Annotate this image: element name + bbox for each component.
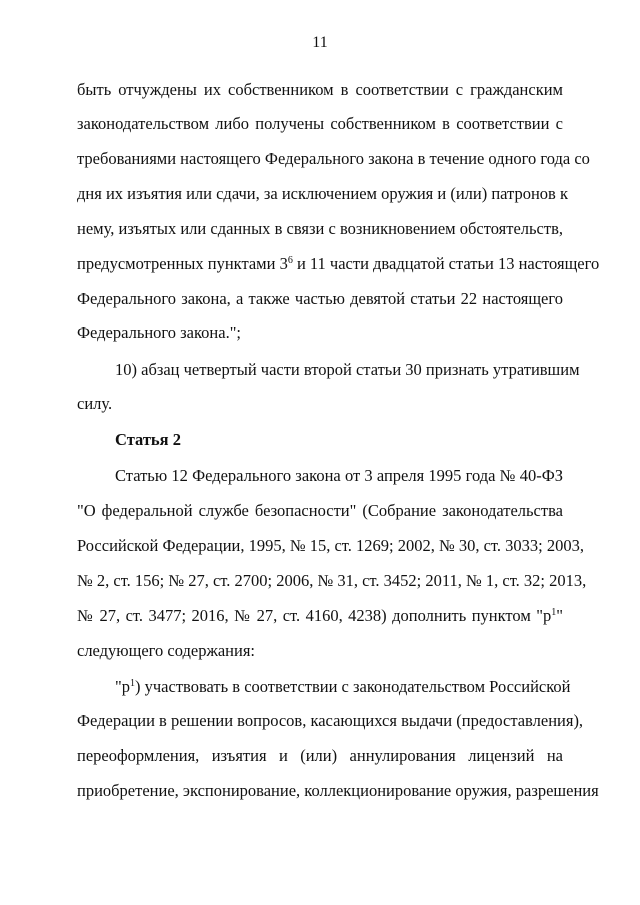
text-line-8: Федерального закона."; — [77, 323, 242, 342]
text-line-2: законодательством либо получены собственником в соответствии с — [77, 114, 563, 133]
text-line-15 — [77, 606, 563, 626]
text-line-17-part-b: ) участвовать в соответствии с законодательством Российской — [135, 677, 571, 696]
text-line-11: Статью 12 Федерального закона от 3 апреля 1995 года № 40-ФЗ — [115, 466, 563, 485]
text-line-6-part-a: предусмотренных пунктами 3 — [77, 254, 288, 273]
text-line-4: дня их изъятия или сдачи, за исключением оружия и (или) патронов к — [77, 184, 568, 203]
text-line-1: быть отчуждены их собственником в соответствии с гражданским — [77, 80, 563, 99]
text-line-17 — [115, 677, 571, 697]
text-line-6-part-b: и 11 части двадцатой статьи 13 настоящего — [292, 254, 600, 273]
text-line-5: нему, изъятых или сданных в связи с возникновением обстоятельств, — [77, 219, 563, 238]
text-line-9: 10) абзац четвертый части второй статьи 30 признать утратившим — [115, 360, 580, 379]
text-line-19: переоформления, изъятия и (или) аннулирования лицензий на — [77, 746, 563, 765]
superscript-1-second: 1 — [130, 678, 135, 689]
text-line-20: приобретение, экспонирование, коллекционирование оружия, разрешения — [77, 781, 599, 800]
text-line-16: следующего содержания: — [77, 641, 256, 660]
text-line-3: требованиями настоящего Федерального закона в течение одного года со — [77, 149, 590, 168]
text-line-14: № 2, ст. 156; № 27, ст. 2700; 2006, № 31, ст. 3452; 2011, № 1, ст. 32; 2013, — [77, 571, 587, 590]
text-line-13: Российской Федерации, 1995, № 15, ст. 1269; 2002, № 30, ст. 3033; 2003, — [77, 536, 584, 555]
text-line-10: силу. — [77, 394, 113, 413]
text-line-18: Федерации в решении вопросов, касающихся выдачи (предоставления), — [77, 711, 584, 730]
article-heading: Статья 2 — [115, 430, 181, 449]
text-line-7: Федерального закона, а также частью девятой статьи 22 настоящего — [77, 289, 563, 308]
text-line-15-part-b: " — [556, 606, 563, 625]
superscript-6: 6 — [287, 255, 293, 266]
text-line-15-part-a: № 27, ст. 3477; 2016, № 27, ст. 4160, 4238) дополнить пунктом "р — [77, 606, 552, 625]
text-line-12: "О федеральной службе безопасности" (Собрание законодательства — [77, 501, 563, 520]
superscript-1: 1 — [551, 607, 557, 618]
text-line-6 — [77, 254, 600, 274]
text-line-17-part-a: "р — [115, 677, 130, 696]
page-number: 11 — [312, 34, 328, 51]
